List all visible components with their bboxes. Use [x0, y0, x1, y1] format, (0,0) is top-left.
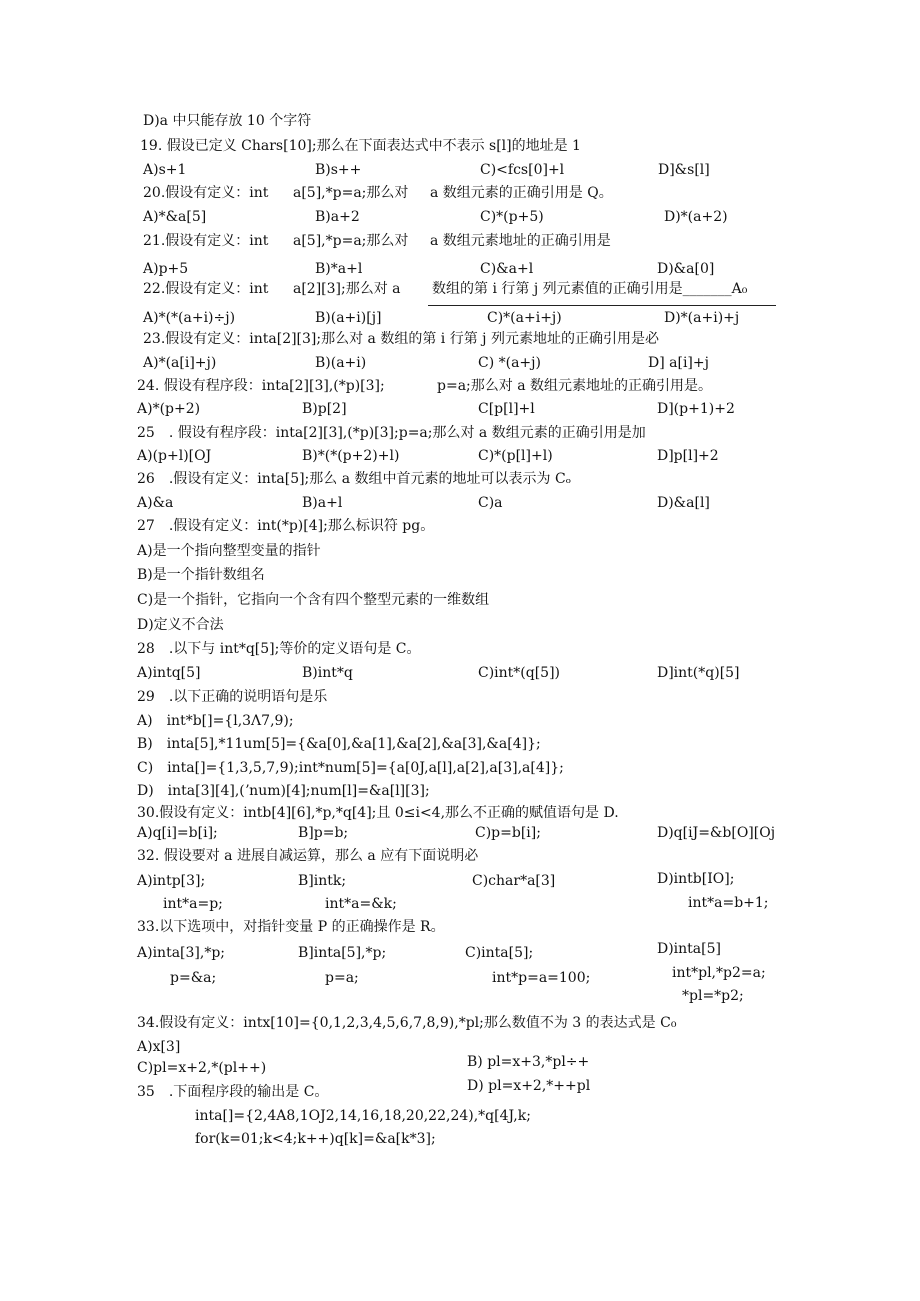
- text-line: B)s++: [315, 162, 362, 178]
- text-line: 32. 假设要对 a 进展自减运算，那么 a 应有下面说明必: [137, 848, 479, 864]
- text-line: B)int*q: [302, 665, 353, 681]
- text-line: 23.假设有定义：inta[2][3];那么对 a 数组的第 i 行第 j 列元素地址的正确引用是必: [143, 331, 659, 347]
- text-line: D]&s[l]: [658, 162, 710, 178]
- text-line: A)intq[5]: [137, 665, 201, 681]
- text-line: p=&a;: [170, 970, 217, 986]
- text-line: D) inta[3][4],(ʼnum)[4];num[l]=&a[l][3];: [137, 783, 430, 799]
- text-line: A)&a: [137, 495, 174, 511]
- text-line: D](p+1)+2: [657, 401, 735, 417]
- text-line: A)*(p+2): [137, 401, 201, 417]
- text-line: int*pl,*p2=a;: [672, 965, 766, 981]
- text-line: a 数组元素的正确引用是 Q。: [430, 185, 613, 201]
- text-line: B)a+2: [315, 209, 360, 225]
- text-line: 33.以下选项中，对指针变量 P 的正确操作是 R。: [137, 919, 445, 935]
- text-line: a[5],*p=a;那么对: [293, 233, 409, 249]
- text-line: 29 .以下正确的说明语句是乐: [137, 689, 328, 705]
- text-line: 34.假设有定义：intx[10]={0,1,2,3,4,5,6,7,8,9),*pl;那么数值不为 3 的表达式是 C₀: [137, 1015, 677, 1031]
- text-line: D) pl=x+2,*++pl: [467, 1078, 591, 1094]
- text-line: a 数组元素地址的正确引用是: [430, 233, 611, 249]
- text-line: B) pl=x+3,*pl÷+: [467, 1054, 590, 1070]
- text-line: D] a[i]+j: [648, 355, 709, 371]
- text-line: C)int*(q[5]): [478, 665, 561, 681]
- text-line: D)&a[0]: [657, 261, 715, 277]
- text-line: 24. 假设有程序段：inta[2][3],(*p)[3];: [137, 378, 385, 394]
- text-line: D)intb[IO];: [657, 871, 735, 887]
- text-line: int*a=b+1;: [688, 895, 769, 911]
- text-line: 20.假设有定义：int: [143, 185, 269, 201]
- text-line: int*p=a=100;: [492, 970, 591, 986]
- text-line: B)*a+l: [315, 261, 363, 277]
- text-line: p=a;: [325, 970, 359, 986]
- text-line: B)是一个指针数组名: [137, 567, 265, 583]
- text-line: 27 .假设有定义：int(*p)[4];那么标识符 pg。: [137, 518, 435, 534]
- text-line: inta[]={2,4A8,1OJ2,14,16,18,20,22,24),*q[4J,k;: [195, 1108, 531, 1124]
- text-line: int*a=&k;: [325, 896, 397, 912]
- text-line: C)是一个指针，它指向一个含有四个整型元素的一维数组: [137, 592, 490, 608]
- text-line: D)a 中只能存放 10 个字符: [143, 113, 312, 129]
- text-line: A)s+1: [143, 162, 187, 178]
- text-line: D]p[l]+2: [657, 448, 719, 464]
- text-line: A)x[3]: [137, 1039, 181, 1055]
- text-line: C)a: [478, 495, 503, 511]
- horizontal-rule: [428, 305, 776, 306]
- text-line: 30.假设有定义：intb[4][6],*p,*q[4];且 0≤i<4,那么不正确的赋值语句是 D.: [137, 805, 619, 821]
- text-line: 22.假设有定义：int: [143, 281, 269, 297]
- text-line: B) inta[5],*11um[5]={&a[0],&a[1],&a[2],&a[3],&a[4]};: [137, 736, 541, 752]
- text-line: C)*(p+5): [480, 209, 544, 225]
- text-line: A)*&a[5]: [143, 209, 207, 225]
- text-line: C)*(a+i+j): [487, 310, 562, 326]
- text-line: A)(p+l)[OJ: [137, 448, 212, 464]
- text-line: D)inta[5]: [657, 941, 721, 957]
- text-line: B)(a+i): [315, 355, 367, 371]
- text-line: C)&a+l: [480, 261, 534, 277]
- text-line: *pl=*p2;: [682, 988, 744, 1004]
- text-line: C[p[l]+l: [478, 401, 535, 417]
- text-line: 21.假设有定义：int: [143, 233, 269, 249]
- text-line: B]intk;: [298, 873, 347, 889]
- text-line: 数组的第 i 行第 j 列元素值的正确引用是_______A₀: [432, 281, 748, 297]
- text-line: A)q[i]=b[i];: [137, 825, 218, 841]
- text-line: D)*(a+2): [664, 209, 728, 225]
- text-line: C)char*a[3]: [472, 873, 556, 889]
- text-line: 28 .以下与 int*q[5];等价的定义语句是 C。: [137, 641, 421, 657]
- text-line: a[5],*p=a;那么对: [293, 185, 409, 201]
- text-line: B)a+l: [302, 495, 343, 511]
- text-line: p=a;那么对 a 数组元素地址的正确引用是。: [437, 378, 713, 394]
- text-line: A)是一个指向整型变量的指针: [137, 543, 321, 559]
- text-line: C) *(a+j): [478, 355, 541, 371]
- text-line: 25 . 假设有程序段：inta[2][3],(*p)[3];p=a;那么对 a 数组元素的正确引用是加: [137, 425, 646, 441]
- text-line: 26 .假设有定义：inta[5];那么 a 数组中首元素的地址可以表示为 Cₒ: [137, 471, 572, 487]
- text-line: C)inta[5];: [465, 945, 534, 961]
- text-line: C)pl=x+2,*(pl++): [137, 1060, 267, 1076]
- text-line: B]p=b;: [298, 825, 349, 841]
- text-line: B]inta[5],*p;: [298, 945, 387, 961]
- text-line: C)*(p[l]+l): [478, 448, 553, 464]
- text-line: D)&a[l]: [657, 495, 710, 511]
- text-line: for(k=01;k<4;k++)q[k]=&a[k*3];: [195, 1131, 436, 1147]
- text-line: A)inta[3],*p;: [137, 945, 225, 961]
- text-line: D)*(a+i)+j: [664, 310, 740, 326]
- text-line: C)p=b[i];: [475, 825, 541, 841]
- text-line: int*a=p;: [163, 896, 223, 912]
- text-line: C)<fcs[0]+l: [480, 162, 565, 178]
- text-line: 19. 假设已定义 Chars[10];那么在下面表达式中不表示 s[l]的地址是 1: [140, 138, 581, 154]
- text-line: a[2][3];那么对 a: [293, 281, 401, 297]
- text-line: C) inta[]={1,3,5,7,9);int*num[5]={a[0J,a[l],a[2],a[3],a[4]};: [137, 760, 564, 776]
- text-line: 35 .下面程序段的输出是 C。: [137, 1084, 329, 1100]
- text-line: D)定义不合法: [137, 617, 224, 633]
- text-line: B)p[2]: [302, 401, 347, 417]
- text-line: A)intp[3];: [137, 873, 206, 889]
- text-line: B)*(*(p+2)+l): [302, 448, 400, 464]
- text-line: D)q[iJ=&b[O][Oj: [657, 825, 776, 841]
- text-line: A) int*b[]={l,3Λ7,9);: [137, 713, 294, 729]
- text-line: D]int(*q)[5]: [657, 665, 740, 681]
- text-line: A)p+5: [143, 261, 189, 277]
- text-line: B)(a+i)[j]: [315, 310, 382, 326]
- text-line: A)*(*(a+i)÷j): [143, 310, 236, 326]
- text-line: A)*(a[i]+j): [143, 355, 217, 371]
